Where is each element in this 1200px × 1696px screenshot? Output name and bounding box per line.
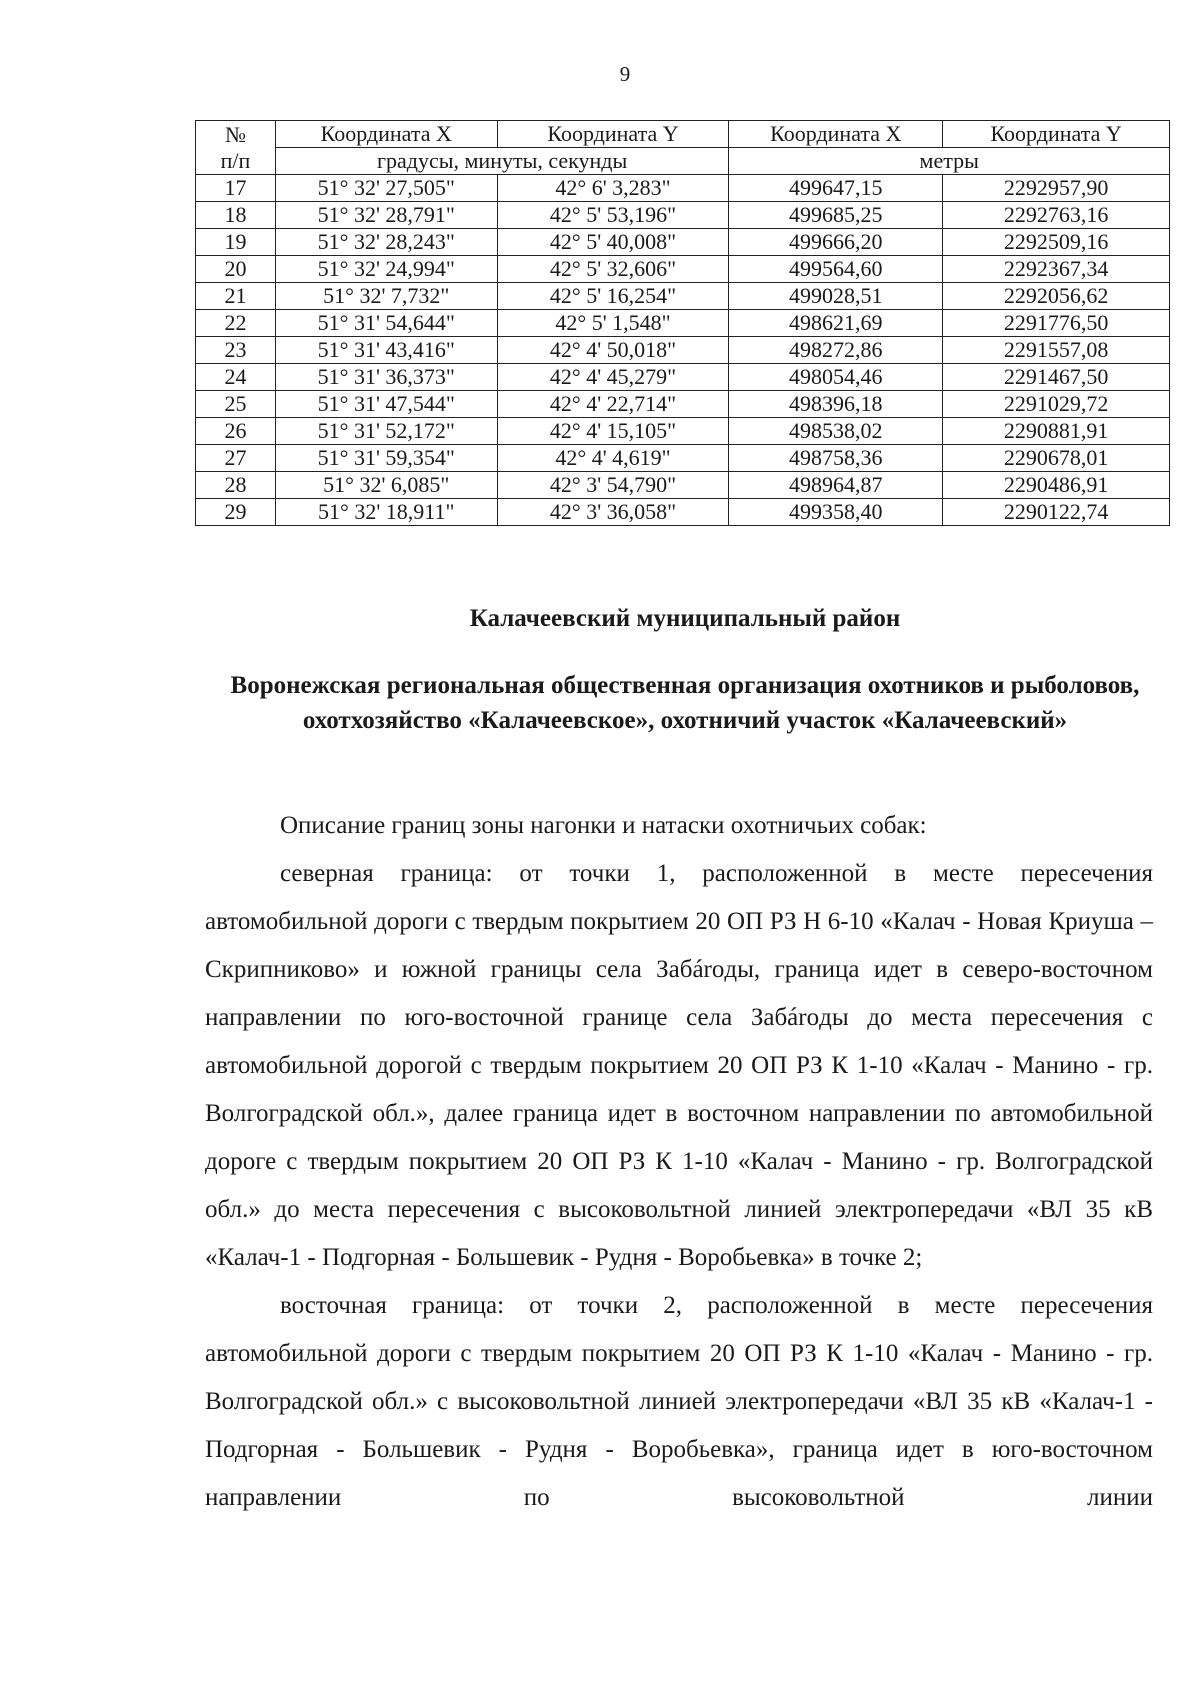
cell-x-m: 499564,60 [729, 256, 943, 283]
cell-x-deg: 51° 32' 7,732" [275, 283, 497, 310]
cell-x-m: 499685,25 [729, 202, 943, 229]
paragraph-east-boundary: восточная граница: от точки 2, расположенной в месте пересечения автомобильной дороги с твердым покрытием 20 ОП РЗ К 1-10 «Калач - Манино - гр. Волгоградской обл.» с высоковольтной линией электропередачи «ВЛ 35 кВ «Калач-1 - Подгорная - Большевик - Рудня - Воробьевка», граница идет в юго-восточном направлении по высоковольтной линии [205, 1292, 1153, 1511]
units-meters: метры [729, 148, 1170, 175]
cell-x-deg: 51° 31' 36,373" [275, 364, 497, 391]
header-x-deg: Координата X [275, 121, 497, 148]
cell-y-deg: 42° 4' 15,105" [497, 418, 729, 445]
cell-num: 25 [196, 391, 276, 418]
cell-y-deg: 42° 6' 3,283" [497, 175, 729, 202]
paragraph-intro: Описание границ зоны нагонки и натаски охотничьих собак: [280, 812, 927, 839]
header-y-deg: Координата Y [497, 121, 729, 148]
cell-num: 20 [196, 256, 276, 283]
page-number: 9 [619, 62, 631, 86]
cell-y-m: 2291776,50 [943, 310, 1170, 337]
table-row [196, 229, 1170, 256]
cell-y-deg: 42° 5' 16,254" [497, 283, 729, 310]
cell-y-m: 2291467,50 [943, 364, 1170, 391]
cell-y-m: 2292367,34 [943, 256, 1170, 283]
cell-y-m: 2290678,01 [943, 445, 1170, 472]
paragraph-north-boundary: северная граница: от точки 1, расположенной в месте пересечения автомобильной дороги с твердым покрытием 20 ОП РЗ Н 6-10 «Калач - Новая Криуша – Скрипниково» и южной границы села Забároды, граница идет в северо-восточном направлении по юго-восточной границе села Забároды до места пересечения с автомобильной дорогой с твердым покрытием 20 ОП РЗ К 1-10 «Калач - Манино - гр. Волгоградской обл.», далее граница идет в восточном направлении по автомобильной дороге с твердым покрытием 20 ОП РЗ К 1-10 «Калач - Манино - гр. Волгоградской обл.» до места пересечения с высоковольтной линией электропередачи «ВЛ 35 кВ «Калач-1 - Подгорная - Большевик - Рудня - Воробьевка» в точке 2; [205, 860, 1153, 1271]
cell-x-m: 498396,18 [729, 391, 943, 418]
cell-y-deg: 42° 4' 4,619" [497, 445, 729, 472]
cell-x-m: 498758,36 [729, 445, 943, 472]
cell-y-deg: 42° 4' 22,714" [497, 391, 729, 418]
cell-num: 22 [196, 310, 276, 337]
cell-y-m: 2292056,62 [943, 283, 1170, 310]
cell-num: 19 [196, 229, 276, 256]
cell-y-m: 2290486,91 [943, 472, 1170, 499]
cell-y-deg: 42° 5' 53,196" [497, 202, 729, 229]
cell-x-deg: 51° 31' 54,644" [275, 310, 497, 337]
table-body [196, 175, 1170, 526]
cell-num: 26 [196, 418, 276, 445]
cell-num: 18 [196, 202, 276, 229]
cell-y-m: 2292957,90 [943, 175, 1170, 202]
table-row [196, 202, 1170, 229]
cell-num: 21 [196, 283, 276, 310]
district-heading: Калачеевский муниципальный район [469, 605, 901, 632]
cell-num: 29 [196, 499, 276, 526]
header-num [196, 121, 276, 175]
cell-y-deg: 42° 4' 45,279" [497, 364, 729, 391]
organization-heading: Воронежская региональная общественная организация охотников и рыболовов, охотхозяйство «Калачеевское», охотничий участок «Калачеевский» [230, 672, 1140, 734]
cell-y-deg: 42° 3' 54,790" [497, 472, 729, 499]
cell-x-m: 498964,87 [729, 472, 943, 499]
units-degrees: градусы, минуты, секунды [275, 148, 729, 175]
cell-y-m: 2290122,74 [943, 499, 1170, 526]
cell-x-deg: 51° 32' 6,085" [275, 472, 497, 499]
cell-num: 24 [196, 364, 276, 391]
table-row [196, 337, 1170, 364]
header-num-line1: № [224, 121, 246, 147]
cell-y-m: 2292509,16 [943, 229, 1170, 256]
table-row [196, 256, 1170, 283]
cell-x-deg: 51° 32' 27,505" [275, 175, 497, 202]
table-row [196, 472, 1170, 499]
cell-x-m: 499358,40 [729, 499, 943, 526]
boundary-description [205, 802, 1153, 1522]
cell-x-m: 499028,51 [729, 283, 943, 310]
cell-y-m: 2290881,91 [943, 418, 1170, 445]
table-row [196, 310, 1170, 337]
cell-x-deg: 51° 31' 52,172" [275, 418, 497, 445]
table-header-row [196, 121, 1170, 148]
header-x-m: Координата X [729, 121, 943, 148]
table-row [196, 418, 1170, 445]
table-row [196, 445, 1170, 472]
cell-x-m: 499666,20 [729, 229, 943, 256]
cell-y-m: 2291029,72 [943, 391, 1170, 418]
header-y-m: Координата Y [943, 121, 1170, 148]
cell-x-deg: 51° 32' 24,994" [275, 256, 497, 283]
cell-x-m: 498538,02 [729, 418, 943, 445]
cell-x-m: 498054,46 [729, 364, 943, 391]
table-row [196, 175, 1170, 202]
cell-num: 28 [196, 472, 276, 499]
cell-x-deg: 51° 31' 59,354" [275, 445, 497, 472]
cell-x-deg: 51° 32' 28,243" [275, 229, 497, 256]
cell-y-m: 2292763,16 [943, 202, 1170, 229]
cell-y-m: 2291557,08 [943, 337, 1170, 364]
cell-x-deg: 51° 31' 43,416" [275, 337, 497, 364]
cell-x-deg: 51° 31' 47,544" [275, 391, 497, 418]
table-row [196, 364, 1170, 391]
table-units-row [196, 148, 1170, 175]
cell-y-deg: 42° 3' 36,058" [497, 499, 729, 526]
cell-x-m: 499647,15 [729, 175, 943, 202]
cell-num: 17 [196, 175, 276, 202]
cell-y-deg: 42° 5' 1,548" [497, 310, 729, 337]
cell-x-m: 498621,69 [729, 310, 943, 337]
cell-x-m: 498272,86 [729, 337, 943, 364]
table-row [196, 283, 1170, 310]
table-row [196, 391, 1170, 418]
cell-num: 23 [196, 337, 276, 364]
header-num-line2: п/п [220, 147, 251, 173]
cell-num: 27 [196, 445, 276, 472]
cell-y-deg: 42° 5' 40,008" [497, 229, 729, 256]
table-row [196, 499, 1170, 526]
cell-x-deg: 51° 32' 28,791" [275, 202, 497, 229]
coordinates-table [195, 120, 1170, 526]
cell-x-deg: 51° 32' 18,911" [275, 499, 497, 526]
cell-y-deg: 42° 5' 32,606" [497, 256, 729, 283]
cell-y-deg: 42° 4' 50,018" [497, 337, 729, 364]
